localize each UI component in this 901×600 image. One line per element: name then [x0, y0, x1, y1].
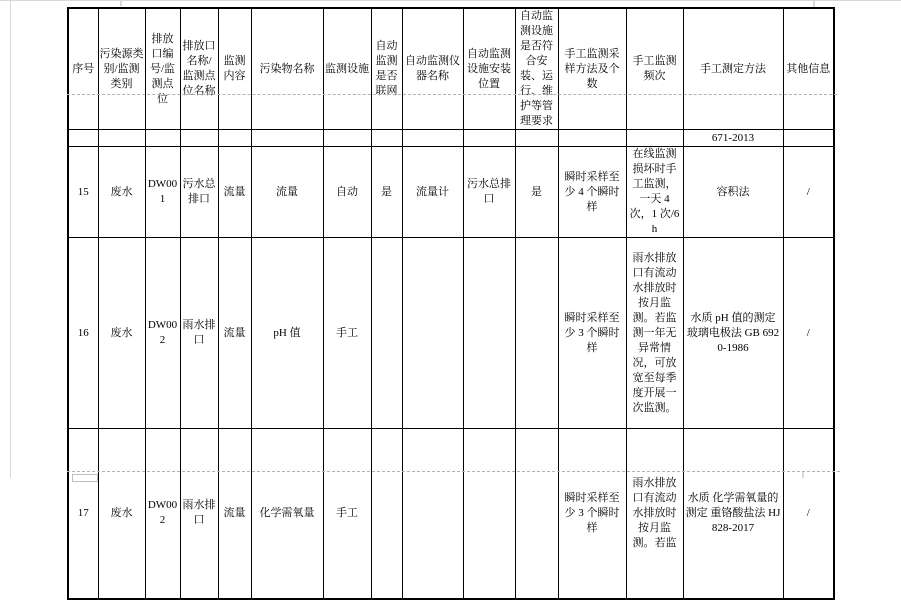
- table-cell: [323, 130, 371, 147]
- table-cell: [515, 429, 558, 599]
- table-cell: 雨水排放口有流动水排放时按月监测。若监: [626, 429, 683, 599]
- table-cell: 污水总排口: [463, 147, 515, 238]
- table-cell: 容积法: [683, 147, 783, 238]
- table-cell: [251, 130, 323, 147]
- table-cell: 雨水排口: [180, 429, 218, 599]
- table-cell: 流量: [251, 147, 323, 238]
- table-cell: 流量计: [402, 147, 463, 238]
- table-cell: [98, 130, 145, 147]
- monitoring-table: [67, 7, 835, 600]
- table-cell: 化学需氧量: [251, 429, 323, 599]
- table-cell: [515, 130, 558, 147]
- monitoring-table-body: [68, 130, 834, 599]
- table-cell: [463, 130, 515, 147]
- table-cell: [371, 429, 402, 599]
- table-cell: 手工: [323, 238, 371, 429]
- column-header: 手工监测频次: [626, 8, 683, 130]
- table-cell: 17: [68, 429, 98, 599]
- table-cell: 是: [515, 147, 558, 238]
- table-cell: 瞬时采样至少 3 个瞬时样: [558, 238, 626, 429]
- table-cell: DW002: [145, 238, 180, 429]
- table-cell: 自动: [323, 147, 371, 238]
- column-header: 自动监测设施是否符合安装、运行、维护等管理要求: [515, 8, 558, 130]
- table-cell: [145, 130, 180, 147]
- page-margin-line: [10, 0, 11, 478]
- table-cell: 手工: [323, 429, 371, 599]
- table-cell: /: [783, 238, 834, 429]
- table-header-row: [68, 8, 834, 130]
- table-cell: [402, 429, 463, 599]
- table-cell: /: [783, 147, 834, 238]
- table-cell: 在线监测损坏时手工监测，一天 4 次，1 次/6h: [626, 147, 683, 238]
- table-row: [68, 238, 834, 429]
- table-cell: DW002: [145, 429, 180, 599]
- table-cell: 雨水排放口有流动水排放时按月监测。若监测一年无异常情况，可放宽至每季度开展一次监测。: [626, 238, 683, 429]
- table-row: [68, 429, 834, 599]
- page-break-tick: [120, 0, 122, 6]
- column-header: 自动监测仪器名称: [402, 8, 463, 130]
- table-cell: [218, 130, 251, 147]
- table-cell: [402, 238, 463, 429]
- column-header: 手工监测采样方法及个数: [558, 8, 626, 130]
- table-cell: 流量: [218, 147, 251, 238]
- table-cell: 流量: [218, 238, 251, 429]
- column-header: 序号: [68, 8, 98, 130]
- table-cell: DW001: [145, 147, 180, 238]
- table-cell: 瞬时采样至少 3 个瞬时样: [558, 429, 626, 599]
- column-header: 监测设施: [323, 8, 371, 130]
- table-cell: [463, 429, 515, 599]
- table-cell: [783, 130, 834, 147]
- column-header: 污染物名称: [251, 8, 323, 130]
- table-cell: 671-2013: [683, 130, 783, 147]
- column-header: 监测内容: [218, 8, 251, 130]
- column-header: 污染源类别/监测类别: [98, 8, 145, 130]
- column-header: 手工测定方法: [683, 8, 783, 130]
- table-cell: 废水: [98, 429, 145, 599]
- table-cell: [68, 130, 98, 147]
- table-cell: 废水: [98, 238, 145, 429]
- table-cell: [558, 130, 626, 147]
- table-cell: [180, 130, 218, 147]
- table-cell: 16: [68, 238, 98, 429]
- table-cell: 水质 pH 值的测定 玻璃电极法 GB 6920-1986: [683, 238, 783, 429]
- table-cell: [626, 130, 683, 147]
- table-cell: 雨水排口: [180, 238, 218, 429]
- table-cell: pH 值: [251, 238, 323, 429]
- table-cell: 是: [371, 147, 402, 238]
- column-header: 自动监测设施安装位置: [463, 8, 515, 130]
- page-top-line: [0, 0, 901, 1]
- table-cell: [463, 238, 515, 429]
- column-header: 排放口名称/监测点位名称: [180, 8, 218, 130]
- column-header: 其他信息: [783, 8, 834, 130]
- table-cell: [515, 238, 558, 429]
- table-cell: 流量: [218, 429, 251, 599]
- table-cell: 瞬时采样至少 4 个瞬时样: [558, 147, 626, 238]
- carryover-row: [68, 130, 834, 147]
- table-cell: [371, 238, 402, 429]
- table-cell: 水质 化学需氧量的测定 重铬酸盐法 HJ 828-2017: [683, 429, 783, 599]
- table-cell: [371, 130, 402, 147]
- table-cell: 15: [68, 147, 98, 238]
- table-cell: 污水总排口: [180, 147, 218, 238]
- column-header: 排放口编号/监测点位: [145, 8, 180, 130]
- column-header: 自动监测是否联网: [371, 8, 402, 130]
- table-cell: /: [783, 429, 834, 599]
- table-cell: [402, 130, 463, 147]
- table-row: [68, 147, 834, 238]
- table-cell: 废水: [98, 147, 145, 238]
